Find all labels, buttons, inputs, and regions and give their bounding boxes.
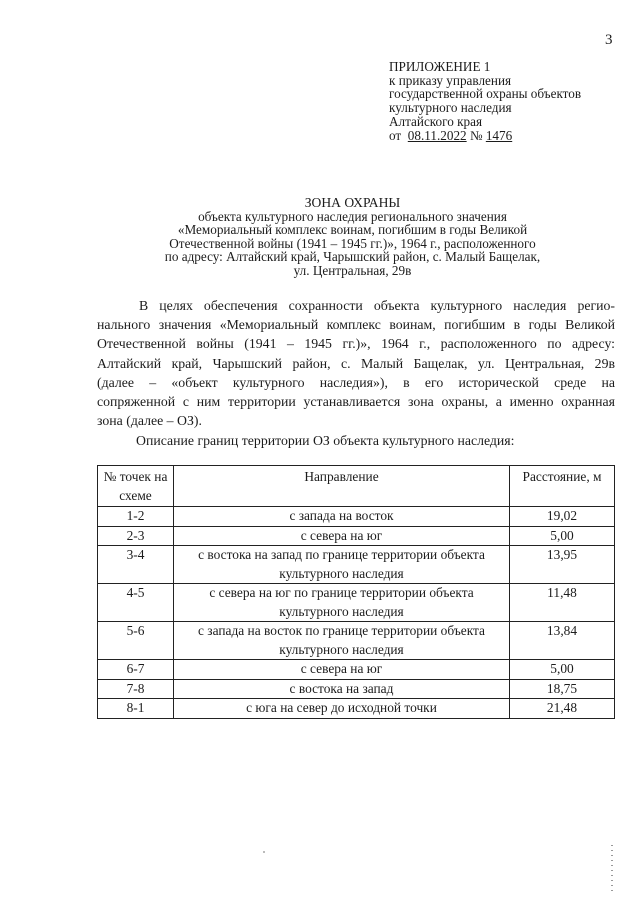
cell-distance: 5,00 bbox=[510, 526, 615, 546]
cell-direction: с севера на юг bbox=[174, 526, 510, 546]
appendix-date-line bbox=[389, 129, 581, 143]
paragraph-line-1: В целях обеспечения сохранности объекта культурного наследия регио- bbox=[139, 298, 615, 313]
cell-points: 4-5 bbox=[98, 584, 174, 622]
cell-direction: с востока на запад bbox=[174, 679, 510, 699]
cell-points: 8-1 bbox=[98, 699, 174, 719]
cell-direction: с запада на восток bbox=[174, 507, 510, 527]
document-title bbox=[90, 196, 615, 278]
cell-distance: 5,00 bbox=[510, 660, 615, 680]
cell-points: 3-4 bbox=[98, 546, 174, 584]
appendix-title: ПРИЛОЖЕНИЕ 1 bbox=[389, 59, 491, 74]
cell-distance: 21,48 bbox=[510, 699, 615, 719]
appendix-line-1: к приказу управления bbox=[389, 72, 512, 88]
paragraph-line-6: сопряженной с ним территории устанавливается зона охраны, а именно охранная bbox=[97, 394, 615, 410]
cell-points: 5-6 bbox=[98, 622, 174, 660]
paragraph-line-4: Алтайский край, Чарышский район, с. Малый Бащелак, ул. Центральная, 29в bbox=[97, 355, 615, 371]
cell-direction: с юга на север до исходной точки bbox=[174, 699, 510, 719]
title-line-4: по адресу: Алтайский край, Чарышский район, с. Малый Бащелак, bbox=[164, 249, 541, 265]
appendix-line-3: культурного наследия bbox=[389, 100, 512, 116]
title-heading: ЗОНА ОХРАНЫ bbox=[304, 195, 401, 210]
cell-distance: 13,84 bbox=[510, 622, 615, 660]
table-caption: Описание границ территории ОЗ объекта культурного наследия: bbox=[136, 433, 515, 448]
cell-direction: с севера на юг по границе территории объекта культурного наследия bbox=[174, 584, 510, 622]
appendix-date: 08.11.2022 bbox=[407, 127, 467, 143]
table-row bbox=[98, 660, 615, 680]
table-row bbox=[98, 679, 615, 699]
scan-artifact-dots bbox=[611, 845, 613, 893]
appendix-number: 1476 bbox=[485, 127, 513, 143]
scan-artifact-dot bbox=[263, 851, 265, 853]
appendix-line-4: Алтайского края bbox=[389, 113, 483, 129]
page-number: 3 bbox=[605, 32, 613, 48]
paragraph-line-5: (далее – «объект культурного наследия»), в его исторической среде на bbox=[97, 374, 615, 390]
cell-points: 6-7 bbox=[98, 660, 174, 680]
table-row bbox=[98, 622, 615, 660]
paragraph-line-7: зона (далее – ОЗ). bbox=[97, 413, 202, 429]
cell-distance: 13,95 bbox=[510, 546, 615, 584]
title-line-1: объекта культурного наследия регионального значения bbox=[198, 208, 507, 224]
cell-distance: 19,02 bbox=[510, 507, 615, 527]
title-line-2: «Мемориальный комплекс воинам, погибшим в годы Великой bbox=[177, 222, 528, 238]
paragraph-line-2: нального значения «Мемориальный комплекс воинам, погибшим в годы Великой bbox=[97, 317, 615, 333]
paragraph-line-3: Отечественной войны (1941 – 1945 гг.)», 1964 г., расположенного по адресу: bbox=[97, 336, 615, 352]
table-row bbox=[98, 584, 615, 622]
appendix-line-2: государственной охраны объектов bbox=[389, 86, 582, 102]
cell-direction: с запада на восток по границе территории объекта культурного наследия bbox=[174, 622, 510, 660]
table-row bbox=[98, 699, 615, 719]
appendix-block bbox=[389, 60, 581, 142]
boundary-table bbox=[97, 465, 615, 719]
cell-points: 7-8 bbox=[98, 679, 174, 699]
table-row bbox=[98, 507, 615, 527]
header-distance: Расстояние, м bbox=[510, 466, 615, 507]
cell-points: 2-3 bbox=[98, 526, 174, 546]
appendix-number-sign: № bbox=[469, 127, 483, 143]
table-row bbox=[98, 526, 615, 546]
title-line-3: Отечественной войны (1941 – 1945 гг.)», 1964 г., расположенного bbox=[169, 235, 536, 251]
body-paragraph bbox=[97, 296, 615, 430]
cell-direction: с севера на юг bbox=[174, 660, 510, 680]
table-header-row bbox=[98, 466, 615, 507]
appendix-from-label: от bbox=[389, 127, 402, 143]
cell-distance: 18,75 bbox=[510, 679, 615, 699]
cell-direction: с востока на запад по границе территории объекта культурного наследия bbox=[174, 546, 510, 584]
cell-points: 1-2 bbox=[98, 507, 174, 527]
cell-distance: 11,48 bbox=[510, 584, 615, 622]
header-direction: Направление bbox=[174, 466, 510, 507]
table-row bbox=[98, 546, 615, 584]
title-line-5: ул. Центральная, 29в bbox=[293, 262, 412, 278]
header-points: № точек на схеме bbox=[98, 466, 174, 507]
